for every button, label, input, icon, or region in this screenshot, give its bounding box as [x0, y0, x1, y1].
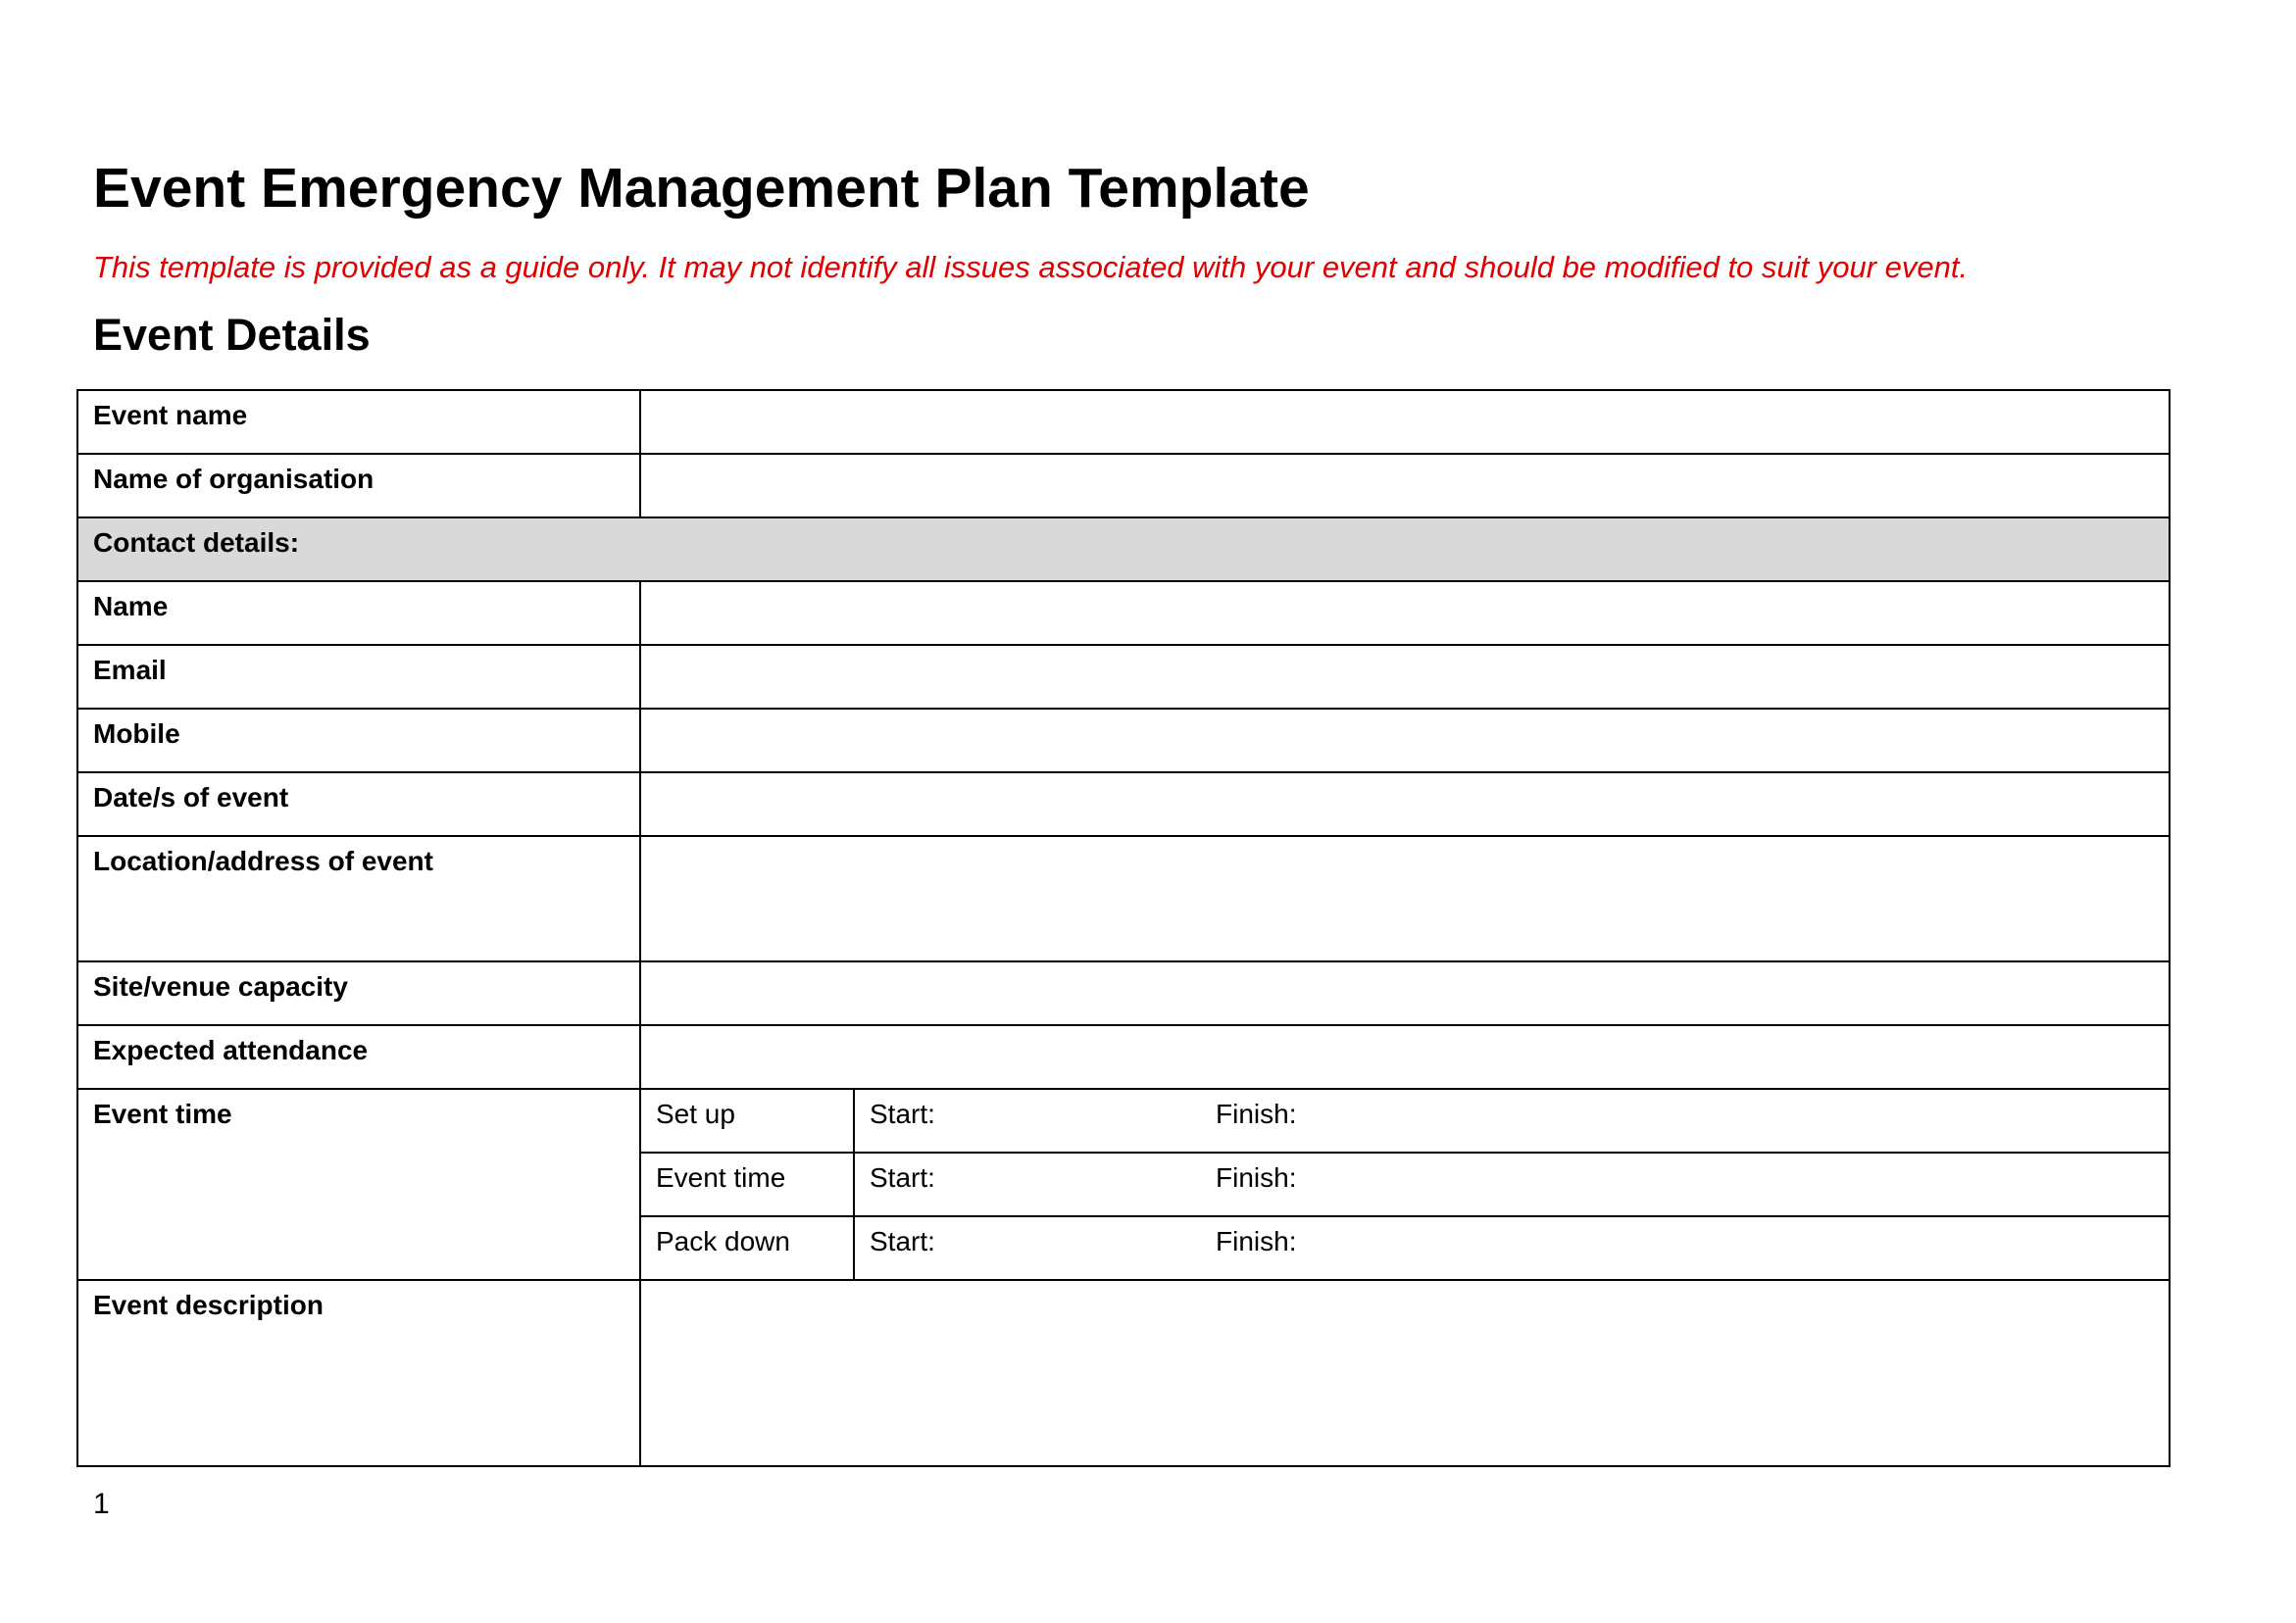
- location-field[interactable]: [640, 836, 2170, 961]
- time-row-label-event: Event time: [640, 1153, 854, 1216]
- row-label-location: Location/address of event: [77, 836, 640, 961]
- row-label-email: Email: [77, 645, 640, 709]
- row-label-attendance: Expected attendance: [77, 1025, 640, 1089]
- row-label-event-name: Event name: [77, 390, 640, 454]
- table-row: [77, 454, 2170, 517]
- row-label-organisation: Name of organisation: [77, 454, 640, 517]
- row-label-event-time: Event time: [77, 1089, 640, 1280]
- start-label: Start:: [870, 1099, 935, 1129]
- table-row: [77, 581, 2170, 645]
- table-row: [77, 961, 2170, 1025]
- finish-label: Finish:: [1216, 1099, 1297, 1129]
- row-label-dates: Date/s of event: [77, 772, 640, 836]
- start-label: Start:: [870, 1162, 935, 1193]
- table-row-contact-header: [77, 517, 2170, 581]
- table-row: [77, 1280, 2170, 1466]
- event-time-field[interactable]: [854, 1153, 2170, 1216]
- row-label-mobile: Mobile: [77, 709, 640, 772]
- setup-time-field[interactable]: [854, 1089, 2170, 1153]
- mobile-field[interactable]: [640, 709, 2170, 772]
- finish-label: Finish:: [1216, 1162, 1297, 1193]
- organisation-field[interactable]: [640, 454, 2170, 517]
- event-description-field[interactable]: [640, 1280, 2170, 1466]
- event-dates-field[interactable]: [640, 772, 2170, 836]
- time-row-label-packdown: Pack down: [640, 1216, 854, 1280]
- attendance-field[interactable]: [640, 1025, 2170, 1089]
- packdown-time-field[interactable]: [854, 1216, 2170, 1280]
- contact-name-field[interactable]: [640, 581, 2170, 645]
- contact-details-header: Contact details:: [77, 517, 2170, 581]
- row-label-name: Name: [77, 581, 640, 645]
- table-row: [77, 836, 2170, 961]
- email-field[interactable]: [640, 645, 2170, 709]
- time-row-label-setup: Set up: [640, 1089, 854, 1153]
- table-row: [77, 390, 2170, 454]
- capacity-field[interactable]: [640, 961, 2170, 1025]
- row-label-capacity: Site/venue capacity: [77, 961, 640, 1025]
- table-row: [77, 1025, 2170, 1089]
- page-number: 1: [93, 1488, 110, 1520]
- table-row: [77, 645, 2170, 709]
- event-name-field[interactable]: [640, 390, 2170, 454]
- table-row: [77, 772, 2170, 836]
- page-title: Event Emergency Management Plan Template: [93, 157, 1310, 220]
- finish-label: Finish:: [1216, 1226, 1297, 1256]
- start-label: Start:: [870, 1226, 935, 1256]
- section-heading-event-details: Event Details: [93, 310, 371, 360]
- table-row-event-time: [77, 1089, 2170, 1153]
- event-details-table: [76, 389, 2171, 1467]
- disclaimer-note: This template is provided as a guide only. It may not identify all issues associated with your event and should be modified to suit your event.: [93, 250, 1969, 284]
- table-row: [77, 709, 2170, 772]
- row-label-description: Event description: [77, 1280, 640, 1466]
